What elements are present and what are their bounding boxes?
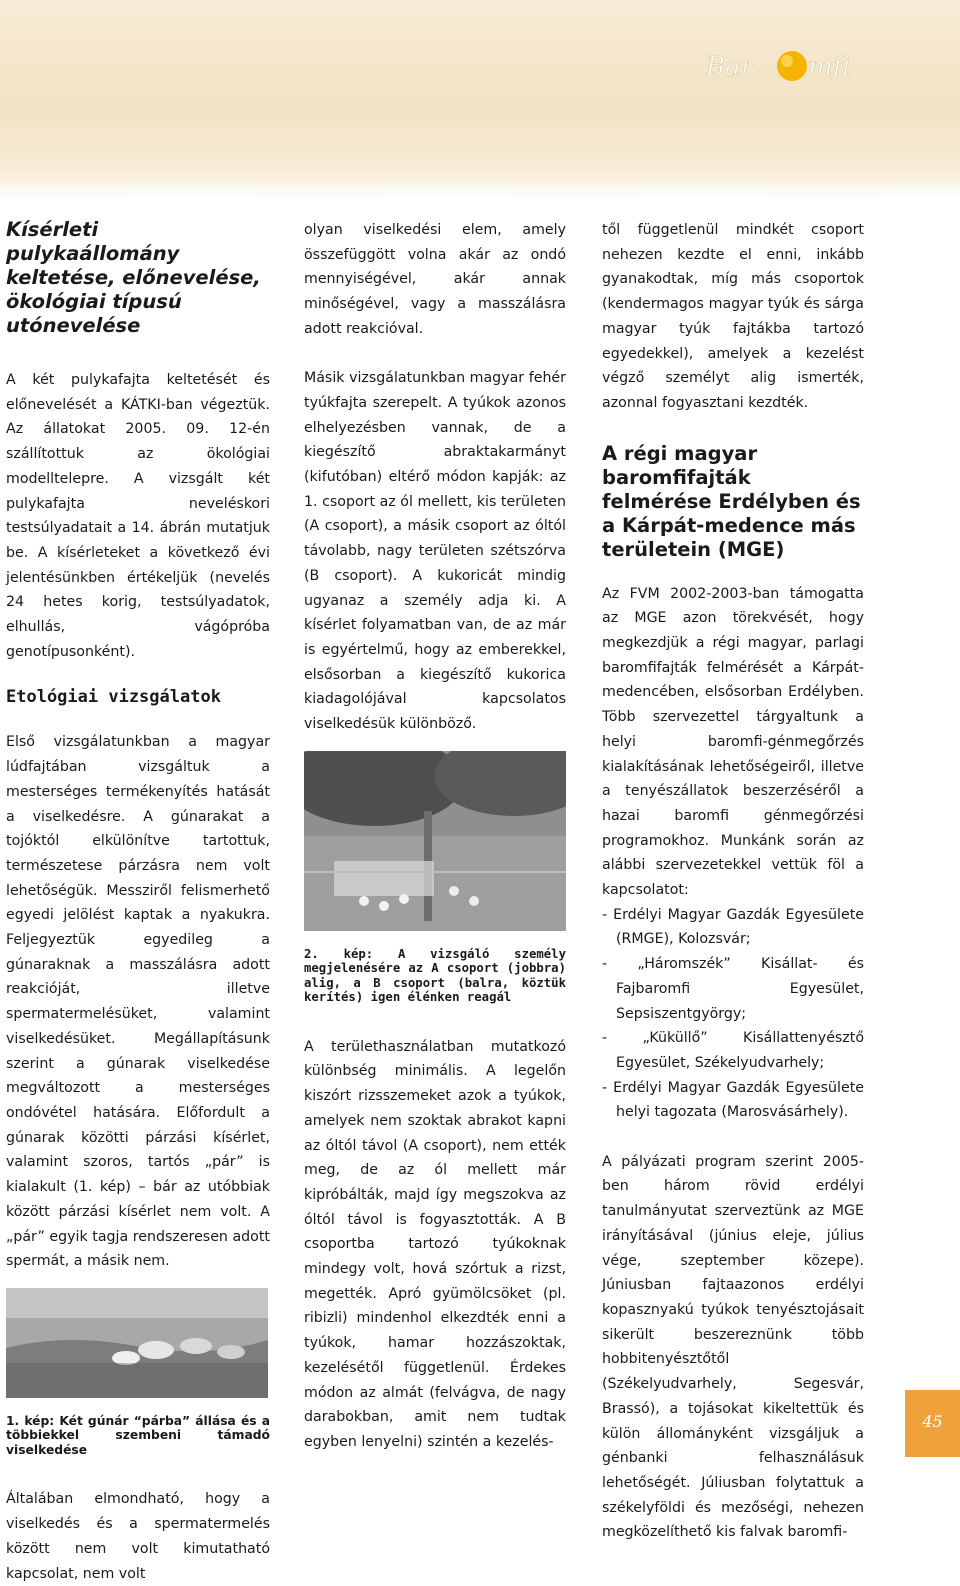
column-left [6,218,270,1586]
logo-text-right: mfi [808,52,850,82]
organizations-list [602,903,864,1125]
middle-paragraph-1: olyan viselkedési elem, amely összefüggött volna akár az ondó mennyiségével, akár annak minőségével, vagy a masszálásra adott reakcióval. [304,222,566,337]
list-item: - „Háromszék” Kisállat- és Fajbaromfi Egyesület, Sepsiszentgyörgy; [602,956,864,1022]
baromfi-logo [700,42,870,90]
photo-caption-1: 1. kép: Két gúnár “párba” állása és a többiekkel szembeni támadó viselkedése [6,1413,270,1457]
column-right [602,218,864,1545]
logo-text-left: Bar [706,52,754,82]
photo-geese [6,1288,268,1398]
middle-paragraph-3: A területhasználatban mutatkozó különbség minimális. A legelőn kiszórt rizsszemeket azok a tyúkok, amelyek nem szoktak abrakot kapni az óltól távol (A csoport), nem ették meg, de az ól mellett már kipróbálták, majd így megszokva az óltól távol is fogyasztották. A B csoportba tartozó tyúkoknak mindegy volt, hová szórtuk a rizst, megették. Apró gyümölcsöket (pl. ribizli) mindenhol elkezdték enni a tyúkok, hamar hozzászoktak, kezelésétől függetlenül. Érdekes módon az almát (felvágva, de nagy darabokban, amit nem tudtak egyben lenyelni) szintén a kezelés- [304,1038,566,1450]
photo-chickens [304,751,566,931]
article-title-regi-magyar: A régi magyar baromfifajták felmérése Erdélyben és a Kárpát-medence más területein (MGE) [602,441,861,561]
page-number: 45 [922,1412,943,1431]
header-band [0,0,960,200]
page-number-box [905,1390,960,1457]
article-title-pulyka: Kísérleti pulykaállomány keltetése, előnevelése, ökológiai típusú utónevelése [6,218,261,337]
column-middle [304,218,566,1455]
photo-caption-2: 2. kép: A vizsgáló személy megjelenésére az A csoport (jobbra) alig, a B csoport (balra, köztük kerítés) igen élénken reagál [304,946,566,1005]
right-paragraph-3: A pályázati program szerint 2005-ben három rövid erdélyi tanulmányutat szerveztünk az MGE irányításával (június eleje, július vége, szeptember közepe). Júniusban fajtaazonos erdélyi kopasznyakú tyúkok tenyésztojásait sikerült beszereznünk több hobbitenyésztőtől (Székelyudvarhely, Segesvár, Brassó), a tojásokat kikeltettük és külön állományként vizsgáljuk a génbanki felhasználásuk lehetőségét. Júliusban folytattuk a székelyföldi és mezőségi, nehezen megközelíthető kis falvak baromfi- [602,1153,864,1541]
list-item: - „Küküllő” Kisállattenyésztő Egyesület, Székelyudvarhely; [602,1030,864,1071]
right-paragraph-2: Az FVM 2002-2003-ban támogatta az MGE azon törekvését, hogy megkezdjük a régi magyar, parlagi baromfifajták felmérését a Kárpát-medencében, elsősorban Erdélyben. Több szervezettel tárgyaltunk a helyi baromfi-génmegőrzés kialakításának lehetőségeiről, illetve a tenyészállatok beszerzéséről a hazai baromfi génmegőrzési programokhoz. Munkánk során az alábbi szervezetekkel vettük föl a kapcsolatot: [602,585,864,899]
after-caption-paragraph: Általában elmondható, hogy a viselkedés és a spermatermelés között nem volt kimutatható kapcsolat, nem volt [6,1491,270,1582]
middle-paragraph-2: Másik vizsgálatunkban magyar fehér tyúkfajta szerepelt. A tyúkok azonos elhelyezésben vannak, de a kiegészítő abraktakarmányt (kifutóban) eltérő módon kapják: az 1. csoport az ól mellett, kis területen (A csoport), a másik csoport az óltól távolabb, nagy területen szétszórva (B csoport). A kukoricát mindig ugyanaz a személy adja ki. A kísérlet folyamatban van, de az már is egyértelmű, hogy az emberekkel, elsősorban a kiegészítő kukorica kiadagolójával kapcsolatos viselkedésük különböző. [304,370,566,733]
list-item: - Erdélyi Magyar Gazdák Egyesülete (RMGE), Kolozsvár; [602,906,864,948]
section-heading-etologiai: Etológiai vizsgálatok [6,687,221,708]
intro-paragraph: A két pulykafajta keltetését és előnevelését a KÁTKI-ban végeztük. Az állatokat 2005. 09. 12-én szállítottuk az ökológiai modelltelepre. A vizsgált két pulykafajta neveléskori testsúlyadatait a 14. ábrán mutatjuk be. A kísérleteket a következő évi jelentésünkben értékeljük (nevelés 24 hetes korig, testsúlyadatok, elhullás, vágópróba genotípusonként). [6,372,270,660]
list-item: - Erdélyi Magyar Gazdák Egyesülete helyi tagozata (Marosvásárhely). [602,1079,864,1121]
right-paragraph-1: től függetlenül mindkét csoport nehezen kezdte el enni, inkább gyanakodtak, míg más csoportok (kendermagos magyar tyúk és sárga magyar tyúk fajtákba tartozó egyedekkel), amelyek a kezelést végző személyt alig ismerték, azonnal fogyasztani kezdték. [602,222,864,411]
etologiai-paragraph: Első vizsgálatunkban a magyar lúdfajtában vizsgáltuk a mesterséges termékenyítés hatását a viselkedésre. A gúnarakat a tojóktól elkülönítve tartottuk, természetese párzásra nem volt lehetőségük. Messziről felismerhető egyedi jelölést kaptak a nyakukra. Feljegyeztük egyedileg a gúnaraknak a masszálásra adott reakcióját, illetve spermatermelésüket, valamint viselkedésüket. Megállapításunk szerint a gúnarak viselkedése megváltozott a mesterséges ondóvétel hatására. Előfordult a gúnarak közötti párzási kísérlet, valamint szoros, tartós „pár” is kialakult (1. kép) – bár az utóbbiak között párzási kísérlet nem volt. A „pár” egyik tagja rendszeresen adott spermát, a másik nem. [6,734,270,1270]
